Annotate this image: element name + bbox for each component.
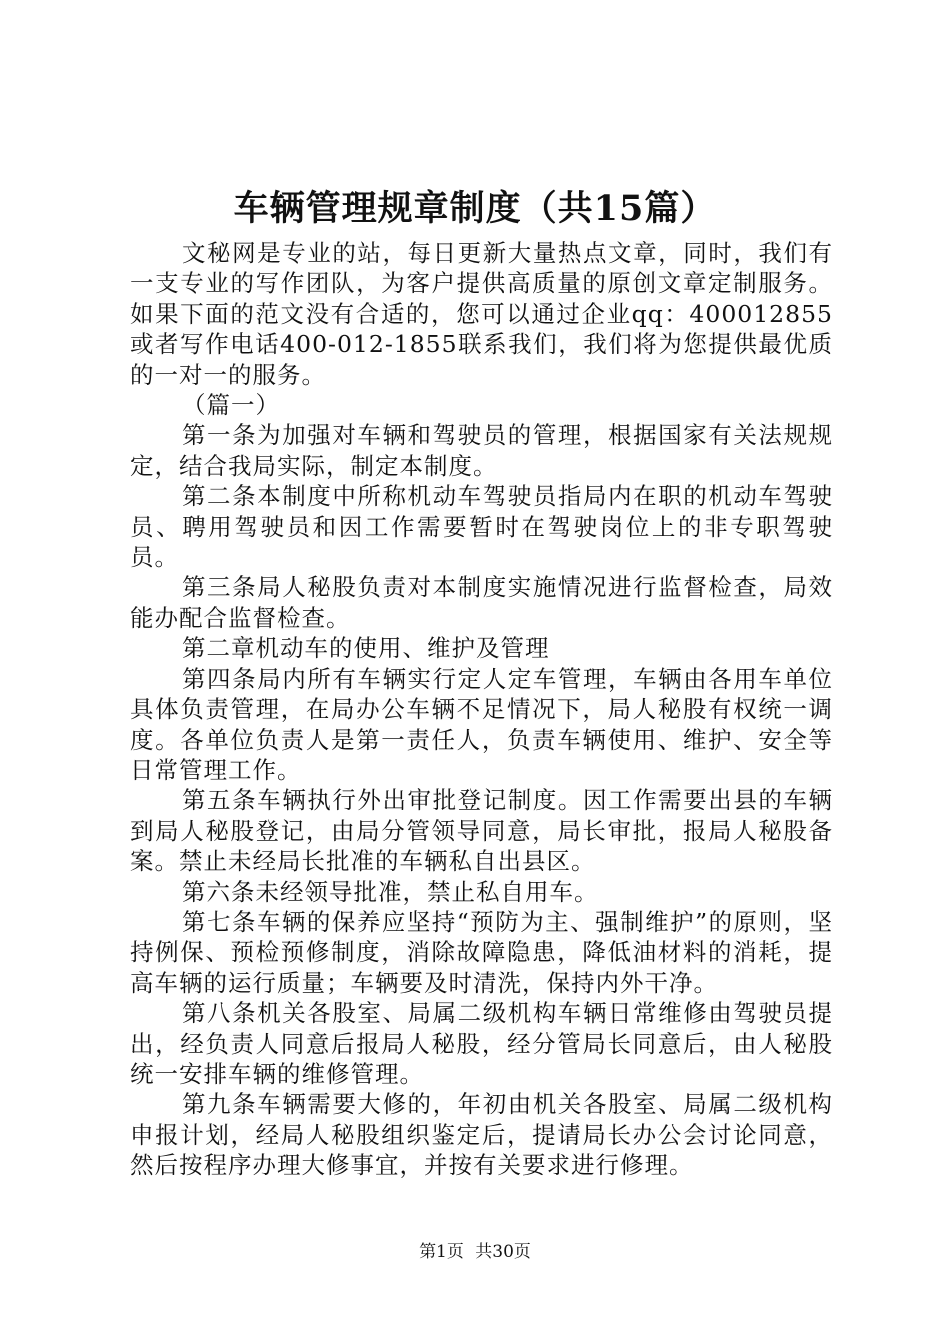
- document-body: [130, 238, 833, 1181]
- document-title: 车辆管理规章制度（共15篇）: [233, 188, 717, 229]
- article-paragraph: 第七条车辆的保养应坚持“预防为主、强制维护”的原则，坚持例保、预检预修制度，消除故障隐患，降低油材料的消耗，提高车辆的运行质量；车辆要及时清洗，保持内外干净。: [130, 907, 833, 997]
- article-paragraph: 第一条为加强对车辆和驾驶员的管理，根据国家有关法规规定，结合我局实际，制定本制度。: [130, 421, 833, 480]
- section-heading: （篇一）: [182, 391, 280, 420]
- page-total: 共30页: [475, 1242, 531, 1262]
- article-paragraph: 第六条未经领导批准，禁止私自用车。: [182, 877, 599, 906]
- page-number: 第1页: [419, 1242, 464, 1262]
- article-paragraph: 第二条本制度中所称机动车驾驶员指局内在职的机动车驾驶员、聘用驾驶员和因工作需要暂时在驾驶岗位上的非专职驾驶员。: [130, 482, 833, 572]
- article-paragraph: 第三条局人秘股负责对本制度实施情况进行监督检查，局效能办配合监督检查。: [130, 573, 833, 632]
- chapter-heading: 第二章机动车的使用、维护及管理: [182, 634, 550, 663]
- article-paragraph: 第九条车辆需要大修的，年初由机关各股室、局属二级机构申报计划，经局人秘股组织鉴定后，提请局长办公会讨论同意，然后按程序办理大修事宜，并按有关要求进行修理。: [130, 1090, 833, 1180]
- article-paragraph: 第八条机关各股室、局属二级机构车辆日常维修由驾驶员提出，经负责人同意后报局人秘股，经分管局长同意后，由人秘股统一安排车辆的维修管理。: [130, 999, 833, 1088]
- page-footer: [0, 1240, 950, 1264]
- article-paragraph: 第五条车辆执行外出审批登记制度。因工作需要出县的车辆到局人秘股登记，由局分管领导同意，局长审批，报局人秘股备案。禁止未经局长批准的车辆私自出县区。: [130, 786, 833, 876]
- article-paragraph: 第四条局内所有车辆实行定人定车管理，车辆由各用车单位具体负责管理，在局办公车辆不足情况下，局人秘股有权统一调度。各单位负责人是第一责任人，负责车辆使用、维护、安全等日常管理工作。: [130, 664, 833, 784]
- intro-paragraph: 文秘网是专业的站，每日更新大量热点文章，同时，我们有一支专业的写作团队，为客户提供高质量的原创文章定制服务。如果下面的范文没有合适的，您可以通过企业qq：400012855或者写作电话400-012-1855联系我们，我们将为您提供最优质的一对一的服务。: [130, 239, 833, 389]
